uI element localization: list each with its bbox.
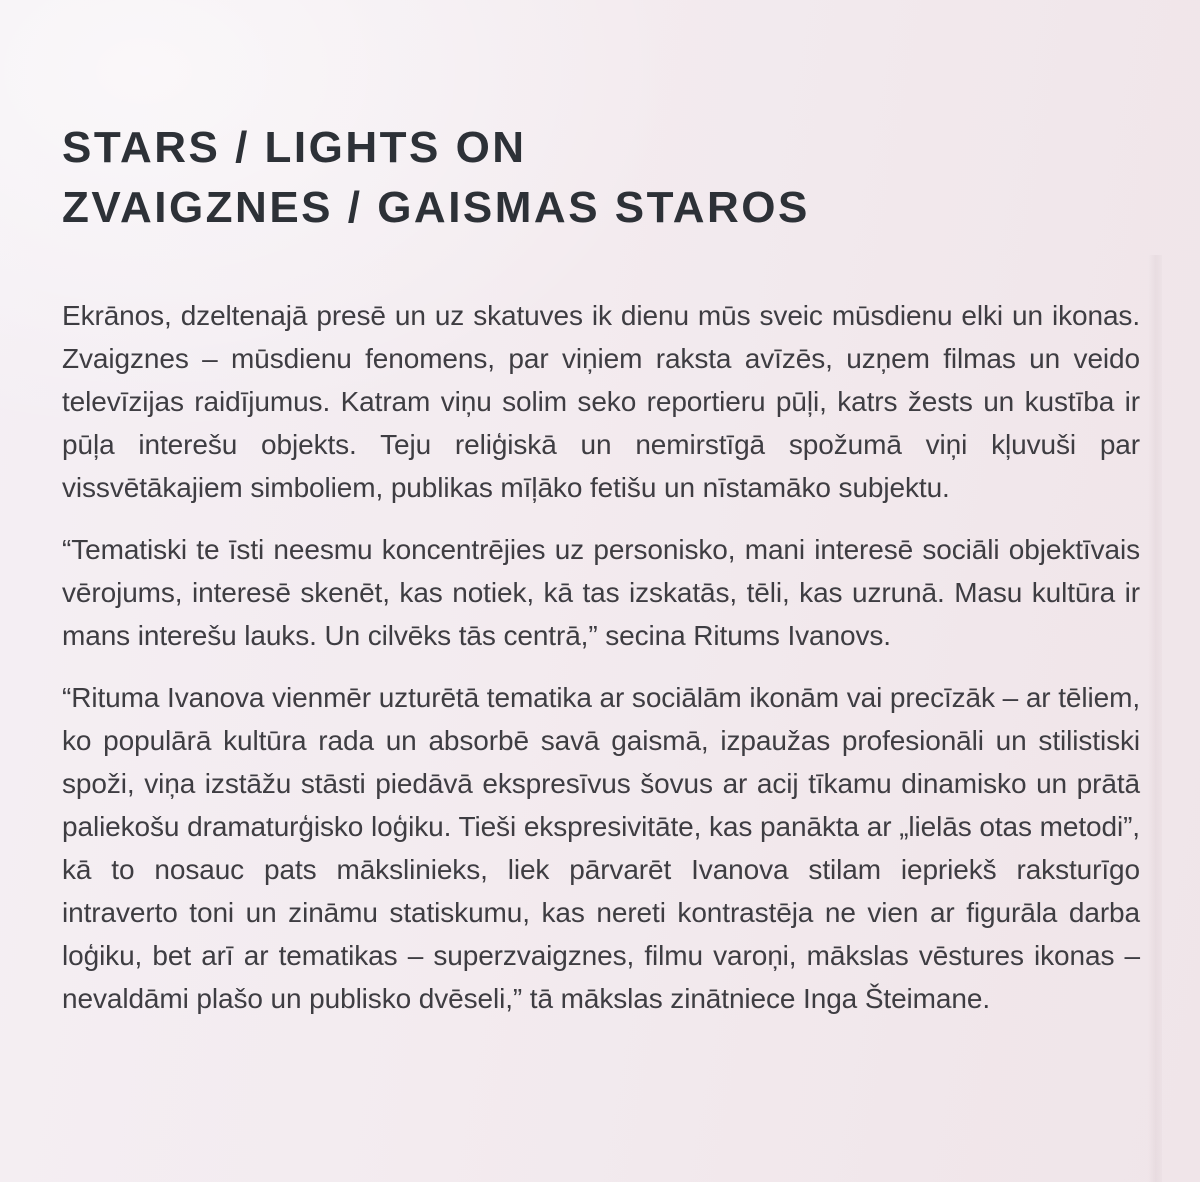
body-text	[62, 294, 1140, 1020]
paragraph-intro: Ekrānos, dzeltenajā presē un uz skatuves ik dienu mūs sveic mūsdienu elki un ikonas. Zvaigznes – mūsdienu fenomens, par viņiem raksta avīzēs, uzņem filmas un veido televīzijas raidījumus. Katram viņu solim seko reportieru pūļi, katrs žests un kustība ir pūļa interešu objekts. Teju reliģiskā un nemirstīgā spožumā viņi kļuvuši par vissvētākajiem simboliem, publikas mīļāko fetišu un nīstamāko subjektu.	[62, 300, 1140, 503]
title-line-english: STARS / LIGHTS ON	[62, 123, 527, 172]
title-line-latvian: ZVAIGZNES / GAISMAS STAROS	[62, 183, 810, 232]
page-title	[62, 118, 1140, 238]
paragraph-artist-quote: “Tematiski te īsti neesmu koncentrējies uz personisko, mani interesē sociāli objektīvais vērojums, interesē skenēt, kas notiek, kā tas izskatās, tēli, kas uzrunā. Masu kultūra ir mans interešu lauks. Un cilvēks tās centrā,” secina Ritums Ivanovs.	[62, 534, 1140, 651]
paragraph-critic-quote: “Rituma Ivanova vienmēr uzturētā tematika ar sociālām ikonām vai precīzāk – ar tēliem, ko populārā kultūra rada un absorbē savā gaismā, izpaužas profesionāli un stilistiski spoži, viņa izstāžu stāsti piedāvā ekspresīvus šovus ar acij tīkamu dinamisko un prātā paliekošu dramaturģisko loģiku. Tieši ekspresivitāte, kas panākta ar „lielās otas metodi”, kā to nosauc pats mākslinieks, liek pārvarēt Ivanova stilam iepriekš raksturīgo intraverto toni un zināmu statiskumu, kas nereti kontrastēja ne vien ar figurāla darba loģiku, bet arī ar tematikas – superzvaigznes, filmu varoņi, mākslas vēstures ikonas – nevaldāmi plašo un publisko dvēseli,” tā mākslas zinātniece Inga Šteimane.	[62, 682, 1140, 1014]
page-edge-shadow	[1148, 255, 1162, 1182]
title-block	[62, 118, 1140, 238]
